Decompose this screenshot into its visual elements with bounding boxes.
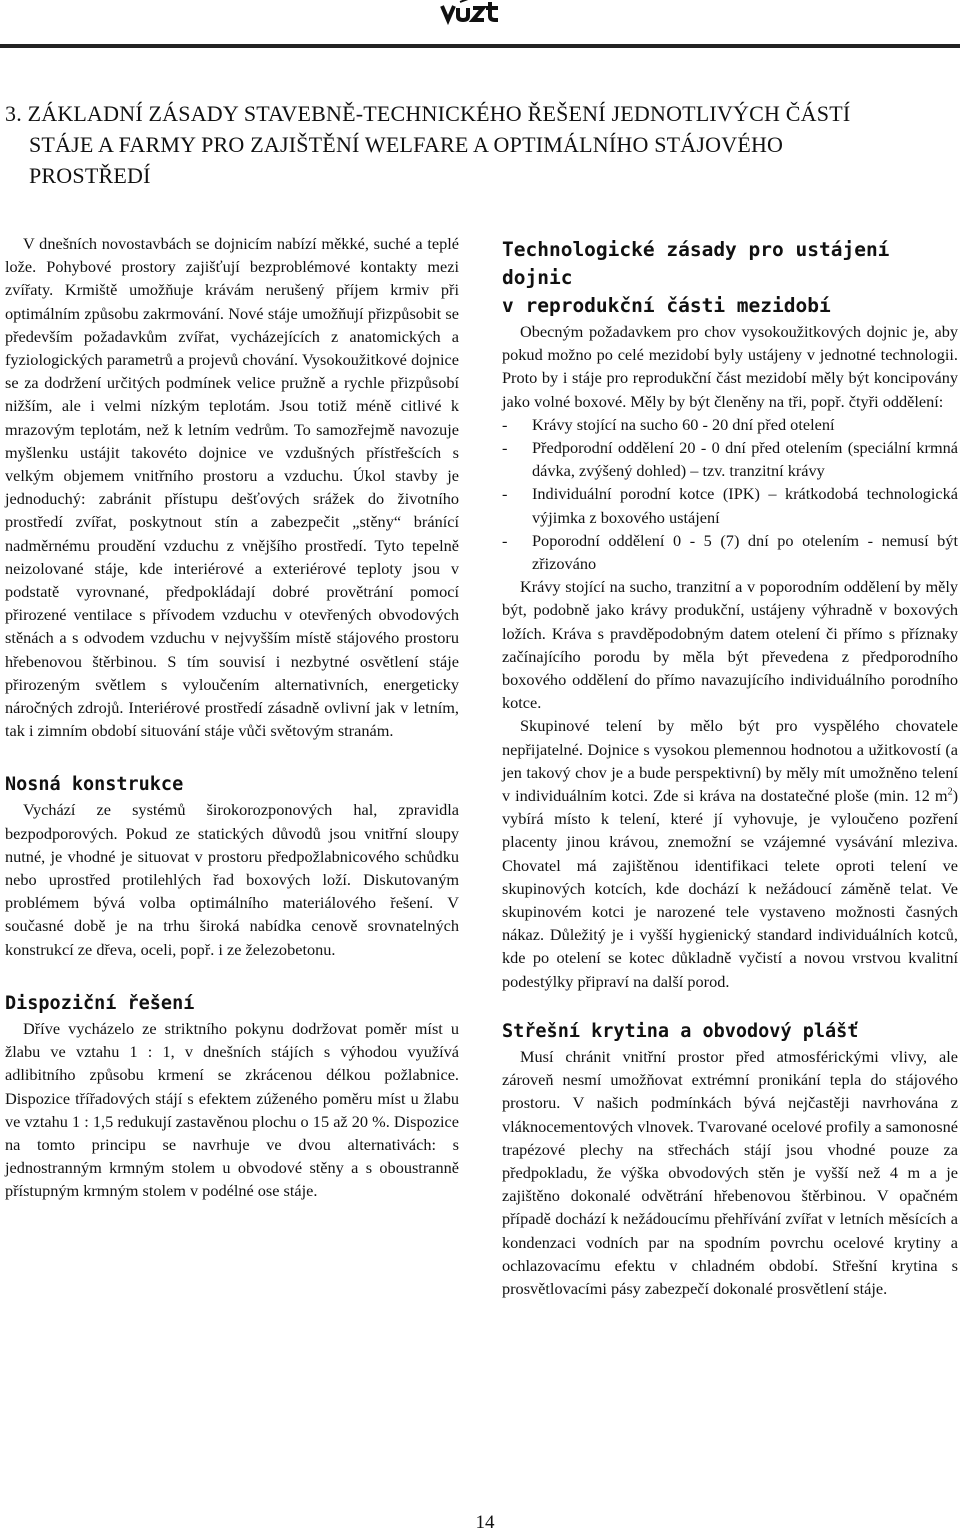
page-number: 14 <box>475 1512 495 1533</box>
section-title-strecha: Střešní krytina a obvodový plášť <box>502 1020 859 1042</box>
section-title-dispozice: Dispoziční řešení <box>5 992 195 1014</box>
roof-paragraph: Musí chránit vnitřní prostor před atmosférickými vlivy, ale zároveň nesmí umožňovat extrémní pronikání tepla do stájového prostoru. V našich podmínkách bývá nejčastěji navrhována z vláknocementových vlnovek. Tvarované ocelové profily a samonosné trapézové plechy na střechách stájí jsou vhodné pouze za předpokladu, že výška obvodových stěn je vyšší než 4 m a je zajištěno dokonalé odvětrání hřebenovou štěrbinou. V opačném případě dochází k nežádoucímu přehřívání zvířat v letních měsících a kondenzaci vodních par na spodním povrchu ocelové krytiny a ochlazovacímu efektu v chladném období. Střešní krytina s prosvětlovacími pásy zabezpečí dokonalé prosvětlení stáje. <box>502 1046 958 1298</box>
vuzt-logo <box>438 0 514 26</box>
list-item-text: Individuální porodní kotce (IPK) – krátkodobá technologická výjimka z boxového ustájení <box>532 484 958 527</box>
intro-paragraph: V dnešních novostavbách se dojnicím nabízí měkké, suché a teplé lože. Pohybové prostory zajišťují bezproblémové kontakty mezi zvířaty. Krmiště umožňuje krávám nerušený příjem krmiv při optimálním způsobu zakrmování. Nové stáje umožňují přizpůsobit se především požadavkům zvířat, vycházejících z anatomických a fyziologických parametrů a projevů chování. Vysokoužitkové dojnice se za dodržení určitých podmínek velice pružně a rychle přizpůsobí nižším, ale i velmi nízkým teplotám. Jsou totiž méně citlivé k mrazovým teplotám, než k letním vedrům. To samozřejmě navozuje myšlenku ustájit takovéto dojnice ve vzdušných přístřešcích s velkým objemem vnitřního prostoru a vzduchu. Úkol stavby je jednoduchý: zabránit přístupu dešťových srážek do životního prostředí zvířat, poskytnout stín a zabezpečit „stěny“ bránící nadměrnému proudění vzduchu z vnějšího prostředí. Tyto tepelně neizolované stáje, kde interiérové a exteriérové teploty jsou v podstatě vyrovnané, předpokládají dobré provětrání pomocí přirozené ventilace s přívodem vzduchu v otevřených obvodových stěnách a s odvodem vzduchu v nejvyšším místě stájového prostoru hřebenovou štěrbinou. S tím souvisí i nezbytné osvětlení stáje přirozeným světlem s vyloučením alternativních, energeticky náročných zdrojů. Interiérové prostředí zásadně ovlivní jak v letním, tak i zimním období situování stáje vůči světovým stranám. <box>5 234 459 741</box>
tech-paragraph-3 <box>502 714 958 992</box>
list-item <box>502 482 958 528</box>
tech-paragraph-2: Krávy stojící na sucho, tranzitní a v poporodním oddělení by měly být, podobně jako krávy produkční, ustájeny výhradně v boxových ložích. Kráva s pravděpodobným datem otelení či přímo s příznaky začínajícího porodu by měla být převedena z předporodního boxového oddělení do přímo navazujícího individuálního porodního kotce. <box>502 577 958 713</box>
heading-line-2: STÁJE A FARMY PRO ZAJIŠTĚNÍ WELFARE A OPTIMÁLNÍHO STÁJOVÉHO <box>29 132 784 157</box>
chapter-heading <box>5 98 955 191</box>
tech-title-line-1: Technologické zásady pro ustájení dojnic <box>502 238 890 289</box>
list-item <box>502 413 958 436</box>
header-rule <box>0 44 960 48</box>
list-dash: - <box>502 484 508 504</box>
list-dash: - <box>502 414 508 434</box>
tech-p3-start: Skupinové telení by mělo být pro vyspělého chovatele nepřijatelné. Dojnice s vysokou plemennou hodnotou a užitkovostí (a jen takový chov je a bude perspektivní) by měly mít umožněno telení v individuálním kotci. Zde si kráva na dostatečné ploše (min. 12 m <box>502 716 958 806</box>
nosna-paragraph: Vychází ze systémů širokorozponových hal, zpravidla bezpodporových. Pokud ze statických důvodů jsou vnitřní sloupy nutné, je vhodné je situovat v prostoru předpožlabnicového schůdku nebo uprostřed protilehlých řad boxových loží. Diskutovaným problémem bývá volba optimálního materiálového řešení. V současné době je na trhu široká nabídka cenově srovnatelných konstrukcí ze dřeva, oceli, popř. i ze železobetonu. <box>5 800 459 959</box>
list-item <box>502 436 958 482</box>
list-item-text: Krávy stojící na sucho 60 - 20 dní před otelení <box>532 414 835 434</box>
heading-line-1: 3. ZÁKLADNÍ ZÁSADY STAVEBNĚ-TECHNICKÉHO ŘEŠENÍ JEDNOTLIVÝCH ČÁSTÍ <box>5 101 851 126</box>
section-title-technologicke <box>502 236 958 320</box>
area-superscript: 2 <box>947 786 953 798</box>
list-dash: - <box>502 530 508 550</box>
section-title-nosna: Nosná konstrukce <box>5 774 184 796</box>
list-dash: - <box>502 438 508 458</box>
right-column <box>502 236 958 1300</box>
department-list <box>502 413 958 575</box>
dispozice-paragraph: Dříve vycházelo ze striktního pokynu dodržovat poměr míst u žlabu ve vztahu 1 : 1, v dnešních stájích s výhodou využívá adlibitního způsobu krmení se zkrácenou délkou požlabnice. Dispozice třířadových stájí s efektem zúženého poměru míst u žlabu ve vztahu 1 : 1,5 redukují zastavěnou plochu o 15 až 20 %. Dispozice na tomto principu se navrhuje ve dvou alternativách: s jednostranným krmným stolem u obvodové stěny a s oboustranně přístupným krmným stolem v podélné ose stáje. <box>5 1018 459 1201</box>
left-column <box>5 232 459 1203</box>
heading-line-3: PROSTŘEDÍ <box>29 163 151 188</box>
tech-p3-end: ) vybírá místo k telení, které jí vyhovuje, je vyloučeno pozření placenty jinou krávou, znemožní se vzájemné vysávání mleziva. Chovatel má zajištěnou identifikaci telete oproti telení ve skupinových kotcích, kde dochází k nežádoucí záměně telat. Ve skupinovém kotci je narozené tele vystaveno možnosti časných nákaz. Důležitý je i vyšší hygienický standard individuálních kotců, kde po otelení se kotec důkladně vyčistí a novou vrstvou kvalitní podestýlky připraví na další porod. <box>502 786 958 991</box>
list-item-text: Poporodní oddělení 0 - 5 (7) dní po otelením - nemusí být zřizováno <box>532 530 958 574</box>
tech-paragraph-1: Obecným požadavkem pro chov vysokoužitkových dojnic je, aby pokud možno po celé mezidobí byly ustájeny v jednotné technologii. Proto by i stáje pro reprodukční část mezidobí měly být koncipovány jako volné boxové. Měly by být členěny na tři, popř. čtyři oddělení: <box>502 322 958 411</box>
tech-title-line-2: v reprodukční části mezidobí <box>502 294 831 317</box>
list-item <box>502 529 958 575</box>
list-item-text: Předporodní oddělení 20 - 0 dní před otelením (speciální krmná dávka, zvýšený dohled) – tzv. tranzitní krávy <box>532 438 958 481</box>
